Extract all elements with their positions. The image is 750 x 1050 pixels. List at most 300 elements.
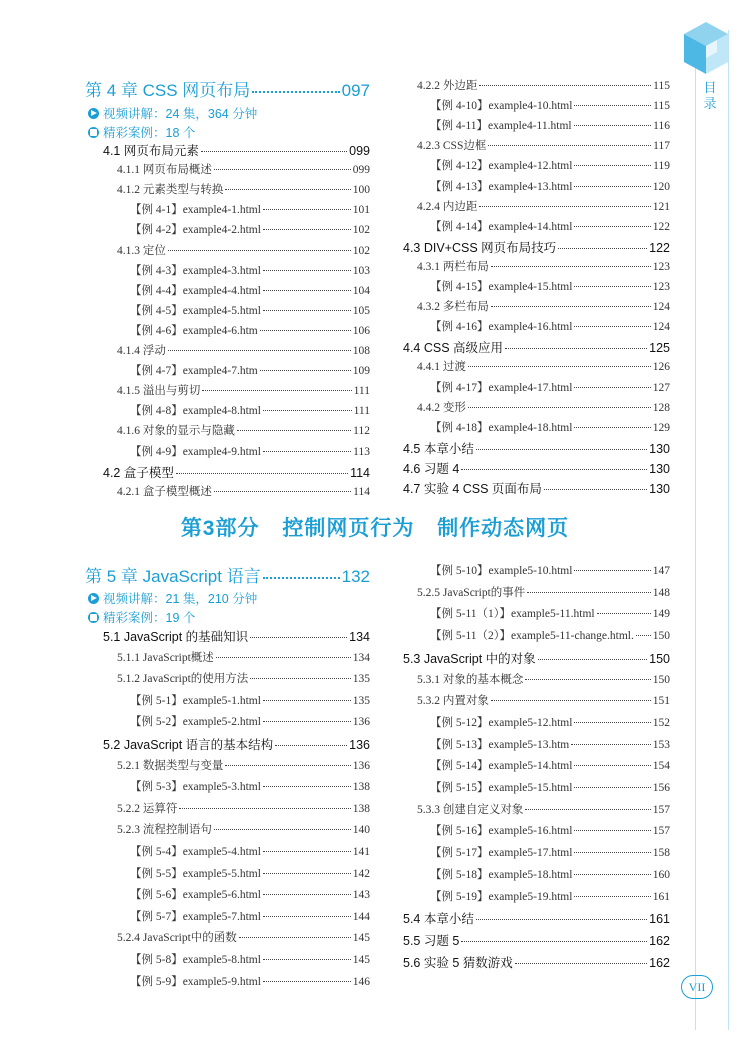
toc-subsection[interactable] [117,382,370,398]
toc-title: 5.1.2 JavaScript的使用方法 [117,673,249,686]
page-ref: 116 [653,120,670,133]
page-ref: 113 [353,445,370,458]
page-ref: 138 [352,802,370,815]
page-ref: 127 [652,381,670,394]
toc-example[interactable] [130,843,370,859]
toc-title: 【例 4-2】example4-2.html [130,224,261,237]
page-ref: 134 [352,651,370,664]
toc-title: 5.2 JavaScript 语言的基本结构 [103,738,274,752]
toc-subsection[interactable] [117,342,370,358]
leader-dots [225,765,350,766]
toc-subsection[interactable] [117,483,370,499]
leader-dots [574,387,650,388]
toc-title: 4.6 习题 4 [403,461,460,476]
chapter-5-cases [88,608,195,626]
toc-title: 【例 4-6】example4-6.htm [130,324,258,337]
toc-title: 【例 5-11（2）】example5-11-change.html. [430,630,634,643]
leader-dots [225,189,350,190]
toc-example[interactable] [430,736,670,752]
part-title-b: 制作动态网页 [437,517,570,540]
leader-dots [574,165,651,166]
toc-subsection[interactable] [417,298,670,314]
leader-dots [525,679,650,680]
leader-dots [479,85,651,86]
page-ref: 130 [649,441,670,456]
leader-dots [468,407,651,408]
toc-title: 【例 5-1】example5-1.html [130,694,261,707]
leader-dots [263,270,351,271]
toc-example[interactable] [130,362,370,378]
page-ref: 129 [652,421,670,434]
toc-title: 4.2.1 盒子模型概述 [117,485,212,498]
toc-title: 4.7 实验 4 CSS 页面布局 [403,482,542,496]
leader-dots [263,410,352,411]
page-ref: 161 [649,912,670,927]
toc-title: 4.2.3 CSS边框 [417,140,487,153]
case-icon [88,127,99,138]
toc-title: 【例 4-8】example4-8.html [130,405,261,418]
leader-dots [574,186,650,187]
toc-title: 【例 5-11（1）】example5-11.html [430,608,595,621]
page-number: VII [681,975,713,999]
page-ref: 125 [649,341,670,356]
page-ref: 130 [649,461,670,476]
page-ref: 105 [352,304,370,317]
page-ref: 124 [652,301,670,314]
leader-dots [491,700,651,701]
toc-subsection[interactable] [117,757,370,773]
page-ref: 117 [653,140,670,153]
video-info: 视频讲解：24 集，364 分钟 [103,107,258,121]
toc-title: 5.5 习题 5 [403,933,460,948]
page-ref: 121 [652,200,670,213]
toc-title: 5.3.2 内置对象 [417,695,489,708]
page-ref: 150 [652,630,670,643]
toc-title: 4.1.4 浮动 [117,345,166,357]
page-ref: 153 [652,738,670,751]
leader-dots [214,169,351,170]
toc-title: 4.1.5 溢出与剪切 [117,385,201,398]
toc-title: 【例 4-17】example4-17.html [430,381,573,394]
leader-dots [260,370,351,371]
page-ref: 136 [352,716,370,729]
video-icon [88,593,99,604]
leader-dots [275,745,347,746]
page-ref: 128 [652,401,670,414]
chapter-5-video [88,589,257,607]
page-ref: 143 [352,889,370,902]
chapter-4-cases [88,123,195,141]
leader-dots [597,613,651,614]
page-ref: 112 [353,425,370,438]
page-ref: 115 [653,100,670,113]
toc-title: 【例 5-3】example5-3.html [130,781,261,794]
toc-title: 【例 5-7】example5-7.html [130,910,261,923]
chapter-title: 第 5 章 JavaScript 语言 [85,567,261,586]
toc-title: 【例 5-6】example5-6.html [130,889,261,902]
toc-title: 4.3.2 多栏布局 [417,301,489,314]
toc-subsection[interactable] [117,821,370,837]
leader-dots [168,350,351,351]
leader-dots [574,896,650,897]
leader-dots [214,491,351,492]
toc-title: 5.2.4 JavaScript中的函数 [117,932,237,945]
leader-dots [491,306,651,307]
toc-title: 4.1.1 网页布局概述 [117,164,212,177]
toc-subsection[interactable] [417,358,670,374]
toc-example[interactable] [130,886,370,902]
toc-title: 【例 4-16】example4-16.html [430,321,573,334]
toc-title: 【例 5-12】example5-12.html [430,716,573,729]
toc-example[interactable] [430,822,670,838]
toc-subsection[interactable] [117,670,370,686]
toc-example[interactable] [130,865,370,881]
toc-subsection[interactable] [417,258,670,274]
toc-title: 【例 5-13】example5-13.htm [430,738,570,751]
page-ref: 136 [349,738,370,752]
toc-title: 【例 5-18】example5-18.html [430,868,573,881]
page-ref: 126 [652,361,670,374]
toc-title: 【例 5-2】example5-2.html [130,716,261,729]
toc-title: 4.1 网页布局元素 [103,144,199,158]
page-ref: 101 [352,204,370,217]
leader-dots [237,430,351,431]
page-ref: 099 [352,164,370,177]
toc-title: 5.2.3 流程控制语句 [117,824,212,837]
page-ref: 102 [352,224,370,237]
toc-example[interactable] [130,262,370,278]
leader-dots [468,366,651,367]
leader-dots [214,829,351,830]
leader-dots [202,390,351,391]
leader-dots [527,592,650,593]
toc-example[interactable] [130,692,370,708]
page-ref: 120 [652,180,670,193]
toc-section[interactable] [403,953,670,971]
leader-dots [250,637,347,638]
toc-subsection[interactable] [117,649,370,665]
leader-dots [538,659,647,660]
page-ref: 115 [653,80,670,92]
toc-section[interactable] [403,238,670,256]
toc-title: 【例 4-1】example4-1.html [130,204,261,217]
page-ref: 100 [352,184,370,197]
leader-dots [263,894,351,895]
page-ref: 122 [652,220,670,233]
toc-title: 【例 4-18】example4-18.html [430,421,573,434]
toc-subsection[interactable] [417,198,670,214]
toc-subsection[interactable] [417,671,670,687]
leader-dots [636,635,651,636]
case-info: 精彩案例：19 个 [103,611,196,625]
page-ref: 158 [652,847,670,860]
toc-title: 5.6 实验 5 猜数游戏 [403,955,513,970]
leader-dots [461,941,647,942]
toc-section[interactable] [403,338,670,356]
leader-dots [263,310,351,311]
side-label: 目录 [703,80,717,111]
toc-subsection[interactable] [117,929,370,945]
toc-example[interactable] [130,221,370,237]
leader-dots [479,206,650,207]
toc-section[interactable] [103,141,370,159]
toc-subsection[interactable] [417,137,670,153]
page-ref: 132 [341,567,370,586]
page-ref: 145 [352,932,370,945]
page-ref: 104 [352,284,370,297]
toc-title: 4.1.6 对象的显示与隐藏 [117,425,235,438]
leader-dots [574,722,650,723]
chapter-4-video [88,104,257,122]
toc-example[interactable] [130,973,370,989]
page-ref: 135 [352,694,370,707]
toc-example[interactable] [130,443,370,459]
leader-dots [544,489,647,490]
page-ref: 134 [349,630,370,644]
leader-dots [574,286,650,287]
toc-title: 【例 5-15】example5-15.html [430,782,573,794]
page-ref: 124 [652,321,670,334]
toc-section[interactable] [403,479,670,497]
toc-example[interactable] [130,908,370,924]
page-ref: 157 [652,803,670,816]
toc-title: 【例 5-8】example5-8.html [130,954,261,966]
leader-dots [176,473,348,474]
page-ref: 123 [652,260,670,273]
toc-example[interactable] [130,302,370,318]
toc-title: 【例 4-15】example4-15.html [430,281,573,293]
toc-subsection[interactable] [117,181,370,197]
toc-section[interactable] [403,909,670,927]
page-ref: 160 [652,868,670,881]
page-ref: 103 [352,264,370,277]
page-ref: 146 [352,975,370,988]
page-ref: 162 [649,933,670,948]
toc-title: 4.3 DIV+CSS 网页布局技巧 [403,240,557,255]
leader-dots [263,873,351,874]
leader-dots [263,700,351,701]
page-ref: 150 [652,673,670,686]
chapter-4-heading[interactable] [85,76,370,101]
toc-example[interactable] [430,757,670,773]
part-title-a: 控制网页行为 [282,517,415,540]
toc-title: 4.1.2 元素类型与转换 [117,184,224,197]
toc-example[interactable] [430,318,670,334]
toc-example[interactable] [130,713,370,729]
toc-title: 4.2 盒子模型 [103,465,174,480]
leader-dots [252,91,339,93]
cube-logo-icon [680,18,732,78]
toc-title: 5.3 JavaScript 中的对象 [403,651,536,666]
page-ref: 150 [649,651,670,666]
toc-title: 【例 4-12】example4-12.html [430,160,573,173]
part-number: 第3部分 [180,517,260,540]
leader-dots [574,874,650,875]
toc-title: 4.2.2 外边距 [417,80,478,92]
toc-example[interactable] [430,627,670,643]
page-ref: 142 [352,867,370,880]
toc-example[interactable] [430,605,670,621]
toc-subsection[interactable] [417,77,670,93]
page-ref: 114 [353,485,370,498]
toc-subsection[interactable] [117,800,370,816]
leader-dots [168,250,351,251]
leader-dots [201,151,347,152]
leader-dots [558,248,647,249]
toc-subsection[interactable] [417,801,670,817]
toc-title: 5.3.1 对象的基本概念 [417,673,524,686]
toc-title: 5.2.2 运算符 [117,802,178,815]
toc-example[interactable] [130,322,370,338]
toc-subsection[interactable] [417,584,670,600]
page-ref: 109 [352,365,370,378]
video-info: 视频讲解：21 集，210 分钟 [103,592,258,606]
toc-section[interactable] [103,735,370,753]
toc-title: 【例 5-14】example5-14.html [430,760,573,773]
page-ref: 157 [652,825,670,838]
toc-title: 5.4 本章小结 [403,912,474,927]
toc-example[interactable] [430,866,670,882]
toc-section[interactable] [103,627,370,645]
case-icon [88,612,99,623]
page-ref: 141 [352,846,370,858]
toc-title: 【例 5-4】example5-4.html [130,846,261,858]
page-ref: 138 [352,781,370,794]
toc-title: 4.5 本章小结 [403,441,474,456]
toc-title: 4.4.1 过渡 [417,361,466,374]
toc-example[interactable] [130,951,370,967]
leader-dots [263,577,340,579]
toc-section[interactable] [103,463,370,481]
toc-section[interactable] [403,931,670,949]
leader-dots [574,765,650,766]
page-ref: 136 [352,759,370,772]
video-icon [88,108,99,119]
toc-title: 【例 4-9】example4-9.html [130,445,261,458]
leader-dots [250,678,350,679]
page-ref: 106 [352,324,370,337]
leader-dots [263,981,351,982]
toc-example[interactable] [430,844,670,860]
page-ref: 111 [353,385,370,398]
toc-subsection[interactable] [117,242,370,258]
page-ref: 156 [652,782,670,794]
leader-dots [263,959,351,960]
toc-title: 【例 4-4】example4-4.html [130,284,261,297]
page-ref: 102 [352,244,370,257]
page-ref: 152 [652,716,670,729]
toc-example[interactable] [430,714,670,730]
chapter-title: 第 4 章 CSS 网页布局 [85,81,251,100]
toc-example[interactable] [430,379,670,395]
page-ref: 108 [352,345,370,357]
leader-dots [263,290,351,291]
toc-title: 4.2.4 内边距 [417,200,478,213]
page-ref: 161 [652,890,670,903]
page-ref: 119 [653,160,670,173]
toc-title: 【例 5-5】example5-5.html [130,867,261,880]
toc-title: 【例 5-16】example5-16.html [430,825,573,838]
toc-title: 【例 5-19】example5-19.html [430,890,573,903]
leader-dots [260,330,351,331]
toc-title: 【例 4-13】example4-13.html [430,180,573,193]
toc-section[interactable] [403,649,670,667]
toc-title: 【例 4-5】example4-5.html [130,304,261,317]
toc-title: 4.4.2 变形 [417,401,466,414]
toc-subsection[interactable] [417,692,670,708]
leader-dots [574,570,650,571]
toc-example[interactable] [130,201,370,217]
leader-dots [263,851,351,852]
toc-example[interactable] [430,218,670,234]
toc-title: 【例 5-9】example5-9.html [130,975,261,988]
leader-dots [574,830,650,831]
page-ref: 154 [652,760,670,773]
case-info: 精彩案例：18 个 [103,126,196,140]
toc-section[interactable] [403,439,670,457]
page-ref: 122 [649,240,670,255]
page-ref: 114 [350,465,370,480]
leader-dots [571,744,650,745]
page-ref: 130 [649,482,670,496]
leader-dots [505,348,647,349]
page-ref: 123 [652,281,670,293]
toc-example[interactable] [130,402,370,418]
leader-dots [476,449,647,450]
leader-dots [461,469,647,470]
toc-title: 【例 4-3】example4-3.html [130,264,261,277]
toc-example[interactable] [430,779,670,795]
chapter-5-heading[interactable] [85,562,370,587]
leader-dots [525,809,650,810]
leader-dots [263,209,351,210]
toc-example[interactable] [130,282,370,298]
toc-section[interactable] [403,459,670,477]
leader-dots [574,427,650,428]
page-ref: 140 [352,824,370,837]
toc-subsection[interactable] [417,399,670,415]
toc-example[interactable] [430,157,670,173]
leader-dots [574,125,652,126]
leader-dots [488,145,651,146]
toc-example[interactable] [430,278,670,294]
toc-example[interactable] [430,97,670,113]
toc-example[interactable] [430,419,670,435]
toc-title: 【例 5-17】example5-17.html [430,847,573,860]
toc-subsection[interactable] [117,422,370,438]
leader-dots [263,451,351,452]
leader-dots [263,786,351,787]
leader-dots [263,721,351,722]
toc-example[interactable] [430,562,670,578]
page-ref: 111 [353,405,370,418]
toc-subsection[interactable] [117,161,370,177]
toc-title: 4.1.3 定位 [117,244,166,257]
page-ref: 148 [652,586,670,599]
toc-title: 5.1 JavaScript 的基础知识 [103,630,249,644]
page-ref: 149 [652,608,670,621]
toc-title: 【例 4-11】example4-11.html [430,120,572,133]
toc-title: 4.3.1 两栏布局 [417,260,489,273]
toc-example[interactable] [430,888,670,904]
toc-example[interactable] [430,178,670,194]
leader-dots [239,937,351,938]
toc-example[interactable] [430,117,670,133]
page-ref: 151 [652,695,670,708]
toc-example[interactable] [130,778,370,794]
leader-dots [574,105,651,106]
page-ref: 162 [649,955,670,970]
